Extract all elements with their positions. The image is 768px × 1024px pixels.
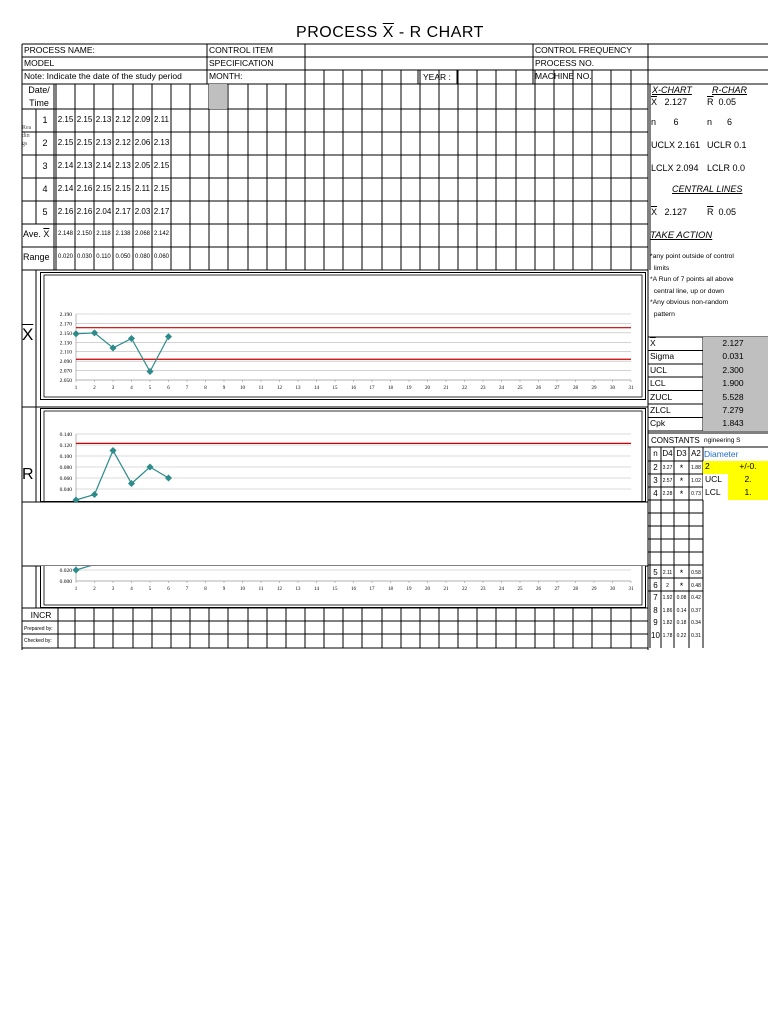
diameter-label: Diameter	[704, 449, 739, 459]
cl-x-val: 2.127	[664, 207, 688, 217]
ave-label	[23, 229, 49, 239]
average-cell: 2.150	[76, 231, 92, 237]
uclr-row	[707, 140, 747, 150]
constant-d3: *	[679, 568, 684, 578]
x-tick-label: 27	[554, 386, 560, 391]
cl-r-val: 0.05	[718, 207, 737, 217]
constant-n: 7	[653, 593, 658, 602]
y-tick-label: 2.090	[59, 359, 72, 366]
x-tick-label: 31	[628, 386, 634, 391]
stat-label: LCL	[650, 378, 666, 389]
x-tick-label: 28	[573, 587, 578, 592]
action-item: *A Run of 7 points all above	[650, 276, 734, 283]
x-tick-label: 10	[240, 587, 245, 592]
x-tick-label: 15	[332, 587, 338, 592]
y-tick-label: 2.110	[59, 349, 72, 356]
spec-cell-a: UCL	[703, 474, 728, 487]
action-item: *Any obvious non-random	[650, 299, 729, 306]
reading-cell: 2.15	[153, 161, 170, 170]
reading-cell: 2.13	[76, 161, 93, 170]
cl-rbar-sym: $\overline{R}$	[707, 207, 714, 217]
stat-value: 5.528	[722, 391, 744, 402]
n-val-x: 6	[673, 117, 679, 127]
spec-cell-a: LCL	[703, 487, 728, 500]
constant-d3: 0.14	[676, 607, 687, 614]
average-cell: 2.148	[57, 231, 73, 237]
gray-cell	[209, 84, 227, 109]
average-cell: 2.118	[96, 231, 111, 237]
cl-r-row	[707, 207, 736, 217]
xbar-row	[651, 97, 687, 107]
x-tick-label: 19	[406, 587, 412, 592]
stat-value: 2.300	[722, 364, 744, 375]
x-tick-label: 17	[369, 587, 375, 592]
x-tick-label: 6	[167, 587, 170, 592]
x-tick-label: 24	[499, 587, 504, 592]
constant-n: 8	[653, 605, 658, 615]
range-cell: 0.030	[76, 254, 92, 260]
x-tick-label: 2	[93, 587, 96, 592]
stat-value: 0.031	[722, 351, 744, 362]
readings-label: Rea din gs	[22, 125, 32, 147]
x-tick-label: 31	[628, 587, 634, 592]
uclx-row	[651, 140, 700, 150]
reading-cell: 2.15	[95, 184, 112, 193]
x-tick-label: 11	[258, 587, 264, 592]
x-tick-label: 20	[425, 587, 430, 592]
constant-a2: 0.31	[691, 632, 701, 639]
constant-d4: 2	[666, 582, 669, 589]
y-tick-label: 2.170	[59, 321, 72, 328]
constant-d3: 0.22	[676, 632, 687, 639]
process-no-label: PROCESS NO.	[535, 58, 595, 68]
constant-n: 3	[653, 476, 658, 486]
action-item: central line, up or down	[650, 287, 725, 295]
reading-cell: 2.11	[154, 115, 169, 124]
reading-cell: 2.15	[76, 138, 93, 147]
constant-n: 2	[653, 463, 658, 472]
x-tick-label: 22	[462, 386, 467, 391]
spec-cell-b: 1.	[728, 487, 768, 500]
engineering-label: ngineering S	[704, 437, 741, 444]
spec-cell-a: 2	[703, 461, 728, 474]
x-tick-label: 25	[517, 587, 523, 592]
x-tick-label: 14	[314, 386, 319, 391]
x-tick-label: 16	[351, 386, 356, 391]
reading-cell: 2.13	[115, 161, 131, 170]
constant-n: 5	[653, 568, 658, 577]
average-cell: 2.068	[134, 231, 150, 237]
x-tick-label: 4	[130, 587, 133, 592]
x-tick-label: 28	[573, 386, 578, 391]
x-tick-label: 14	[314, 587, 319, 592]
reading-cell: 2.15	[153, 184, 170, 193]
constant-a2: 0.58	[691, 570, 701, 576]
constant-d4: 1.82	[662, 620, 673, 626]
constant-d3: *	[679, 580, 684, 591]
y-tick-label: 0.040	[59, 487, 72, 493]
x-tick-label: 22	[462, 587, 467, 592]
lclx-row	[651, 163, 699, 173]
constant-d3: 0.18	[676, 620, 687, 626]
n-label-r: n	[707, 117, 713, 127]
x-tick-label: 21	[443, 386, 449, 391]
range-chart	[40, 408, 646, 502]
y-tick-label: 2.050	[59, 378, 72, 384]
constant-n: 4	[653, 489, 658, 499]
reading-index: 2	[42, 138, 48, 148]
n-val-r: 6	[727, 117, 733, 127]
constant-a2: 1.88	[691, 465, 701, 471]
uclx-val: 2.161	[677, 140, 701, 150]
x-tick-label: 26	[536, 386, 541, 391]
cl-x-row	[651, 207, 687, 217]
constants-header: D4	[662, 449, 673, 458]
uclr-label: UCLR	[707, 140, 732, 150]
y-tick-label: 2.070	[59, 368, 72, 375]
n-label-x: n	[651, 117, 657, 127]
x-tick-label: 16	[351, 587, 356, 592]
reading-cell: 2.05	[134, 161, 151, 170]
reading-cell: 2.12	[115, 115, 131, 124]
incr-label: INCR	[30, 610, 52, 620]
range-label: Range	[23, 252, 50, 262]
constant-d4: 1.78	[662, 632, 673, 639]
reading-cell: 2.09	[134, 115, 151, 124]
xbar-val: 2.127	[664, 97, 688, 107]
uclr-val: 0.1	[734, 140, 747, 150]
constant-d3: *	[679, 489, 684, 500]
x-tick-label: 3	[111, 386, 115, 391]
model-label: MODEL	[24, 58, 55, 68]
constant-a2: 0.48	[691, 582, 701, 589]
x-tick-label: 8	[204, 386, 207, 391]
x-chart-heading: X-CHART	[652, 85, 692, 95]
reading-cell: 2.15	[76, 115, 93, 124]
action-item: *any point outside of control	[650, 253, 734, 260]
constant-d4: 2.57	[662, 478, 673, 485]
reading-cell: 2.16	[76, 184, 93, 193]
date-time-label: Date/ Time	[28, 85, 50, 108]
stat-value: 2.127	[722, 338, 744, 348]
r-side-label: R	[22, 466, 34, 483]
x-tick-label: 30	[610, 587, 615, 592]
x-tick-label: 27	[554, 587, 560, 592]
constant-d4: 1.86	[662, 607, 673, 614]
spec-cell-b: +/-0.	[728, 461, 768, 474]
reading-cell: 2.17	[115, 207, 131, 216]
title-xbar: $\overline{X}$	[382, 24, 394, 41]
x-tick-label: 4	[130, 386, 133, 391]
range-cell: 0.050	[115, 254, 131, 260]
rbar-row	[707, 97, 736, 107]
lclr-row	[707, 163, 745, 173]
x-tick-label: 30	[610, 386, 615, 391]
stat-value: 1.843	[722, 418, 744, 429]
uclx-label: UCLX	[651, 140, 676, 150]
reading-cell: 2.04	[95, 207, 112, 216]
reading-cell: 2.03	[134, 207, 151, 216]
y-tick-label: 2.190	[59, 312, 72, 318]
reading-cell: 2.17	[153, 207, 170, 216]
x-tick-label: 29	[591, 587, 597, 592]
x-tick-label: 18	[388, 386, 393, 391]
reading-index: 5	[42, 207, 48, 217]
stat-label: Cpk	[650, 418, 666, 429]
reading-cell: 2.11	[135, 184, 150, 193]
n-row-x	[651, 117, 679, 127]
x-tick-label: 6	[167, 386, 170, 391]
constant-a2: 0.34	[691, 620, 701, 626]
ave-text: Ave.	[23, 229, 41, 239]
range-cell: 0.020	[57, 254, 73, 260]
constant-d4: 2.28	[662, 491, 673, 498]
constants-header: D3	[676, 449, 687, 458]
constant-n: 10	[651, 630, 660, 640]
x-tick-label: 7	[185, 386, 189, 391]
central-lines-heading: CENTRAL LINES	[672, 184, 743, 194]
x-tick-label: 8	[204, 587, 207, 592]
note-label: Note: Indicate the date of the study period	[24, 71, 182, 81]
y-tick-label: 0.100	[59, 454, 72, 460]
x-tick-label: 19	[406, 386, 412, 391]
constant-d4: 3.27	[662, 465, 673, 471]
constant-a2: 0.73	[691, 491, 701, 498]
reading-index: 1	[42, 115, 48, 125]
reading-cell: 2.15	[115, 184, 131, 193]
stat-value: 1.900	[722, 378, 744, 389]
spec-cell-b: 2.	[728, 474, 768, 487]
x-tick-label: 5	[148, 587, 152, 592]
x-tick-label: 13	[295, 587, 301, 592]
constant-a2: 0.42	[691, 595, 701, 601]
constant-n: 6	[653, 580, 658, 590]
x-tick-label: 1	[74, 386, 78, 391]
reading-cell: 2.14	[57, 161, 74, 170]
stat-label: ZLCL	[650, 405, 671, 415]
stat-label: ZUCL	[650, 391, 673, 402]
average-cell: 2.138	[115, 231, 131, 237]
stat-value: 7.279	[722, 405, 744, 415]
average-cell: 2.142	[153, 231, 169, 237]
constant-d4: 2.11	[662, 570, 673, 576]
constant-d4: 1.92	[662, 595, 673, 601]
y-tick-label: 2.130	[59, 340, 72, 347]
x-tick-label: 17	[369, 386, 375, 391]
checked-by-label: Checked by:	[24, 638, 52, 644]
x-side-label: $\overline{X}$	[22, 325, 34, 344]
xbar-sym: $\overline{X}$	[651, 97, 658, 107]
range-chart-bottom	[40, 566, 646, 608]
action-item: limits	[650, 264, 670, 272]
control-frequency-label: CONTROL FREQUENCY	[535, 45, 632, 55]
x-tick-label: 20	[425, 386, 430, 391]
x-tick-label: 23	[480, 386, 486, 391]
stat-label: $\overline{X}$	[650, 338, 656, 348]
x-tick-label: 15	[332, 386, 338, 391]
y-tick-label: 2.150	[59, 330, 72, 337]
reading-cell: 2.13	[153, 138, 170, 147]
x-tick-label: 9	[222, 587, 226, 592]
rbar-val: 0.05	[718, 97, 737, 107]
process-name-label: PROCESS NAME:	[24, 45, 95, 55]
range-cell: 0.110	[96, 254, 111, 260]
range-cell: 0.060	[153, 254, 169, 260]
reading-cell: 2.13	[95, 138, 112, 147]
range-cell: 0.080	[134, 254, 150, 260]
x-tick-label: 3	[111, 587, 115, 592]
reading-cell: 2.16	[76, 207, 93, 216]
y-tick-label: 0.080	[59, 465, 72, 471]
title-prefix: PROCESS	[296, 24, 383, 41]
constant-d3: *	[679, 463, 684, 473]
reading-cell: 2.13	[95, 115, 112, 124]
y-tick-label: 0.140	[59, 432, 72, 438]
take-action-heading: TAKE ACTION	[650, 230, 713, 241]
y-tick-label: 0.060	[59, 476, 72, 482]
rbar-sym: $\overline{R}$	[707, 97, 714, 107]
x-tick-label: 24	[499, 386, 504, 391]
x-tick-label: 25	[517, 386, 523, 391]
prepared-by-label: Prepared by:	[24, 626, 53, 632]
x-tick-label: 18	[388, 587, 393, 592]
year-label: YEAR :	[423, 72, 451, 82]
x-tick-label: 2	[93, 386, 96, 391]
x-tick-label: 12	[277, 587, 282, 592]
x-tick-label: 12	[277, 386, 282, 391]
x-tick-label: 23	[480, 587, 486, 592]
lclr-label: LCLR	[707, 163, 731, 173]
constant-a2: 0.37	[691, 607, 701, 614]
cl-xbar-sym: $\overline{X}$	[651, 207, 658, 217]
xbar-chart	[40, 272, 646, 400]
reading-index: 3	[42, 161, 48, 171]
reading-cell: 2.14	[95, 161, 112, 170]
reading-cell: 2.14	[57, 184, 74, 193]
constants-label: CONSTANTS	[651, 436, 700, 445]
x-tick-label: 7	[185, 587, 189, 592]
stat-label: UCL	[650, 364, 668, 375]
constant-d3: *	[679, 476, 684, 487]
r-chart-heading: R-CHAR	[712, 85, 747, 95]
x-tick-label: 5	[148, 386, 152, 391]
reading-cell: 2.06	[134, 138, 151, 147]
x-tick-label: 11	[258, 386, 264, 391]
x-tick-label: 1	[74, 587, 78, 592]
x-tick-label: 26	[536, 587, 541, 592]
reading-cell: 2.15	[57, 138, 74, 147]
x-tick-label: 21	[443, 587, 449, 592]
x-tick-label: 29	[591, 386, 597, 391]
specification-label: SPECIFICATION	[209, 58, 274, 68]
constants-header: A2	[691, 449, 701, 458]
y-tick-label: 0.120	[59, 443, 72, 449]
lclr-val: 0.0	[732, 163, 746, 173]
lclx-label: LCLX	[651, 163, 674, 173]
action-item: pattern	[650, 310, 675, 318]
ave-x-text: $\overline{X}$	[43, 229, 50, 239]
y-tick-label: 0.000	[59, 579, 72, 585]
machine-no-label: MACHINE NO.	[535, 71, 592, 81]
constant-a2: 1.02	[691, 478, 701, 485]
x-tick-label: 9	[222, 386, 226, 391]
reading-cell: 2.12	[115, 138, 131, 147]
stat-label: Sigma	[650, 351, 675, 362]
constant-d3: 0.08	[676, 595, 687, 601]
constant-n: 9	[653, 618, 658, 627]
constants-header: n	[653, 449, 658, 458]
reading-cell: 2.15	[57, 115, 74, 124]
title-suffix: - R CHART	[393, 24, 484, 41]
reading-index: 4	[42, 184, 48, 194]
lclx-val: 2.094	[676, 163, 699, 173]
control-item-label: CONTROL ITEM	[209, 45, 273, 55]
reading-cell: 2.16	[57, 207, 74, 216]
y-tick-label: 0.020	[59, 568, 72, 574]
n-row-r	[707, 117, 732, 127]
x-tick-label: 10	[240, 386, 245, 391]
month-label: MONTH:	[209, 71, 243, 81]
x-tick-label: 13	[295, 386, 301, 391]
